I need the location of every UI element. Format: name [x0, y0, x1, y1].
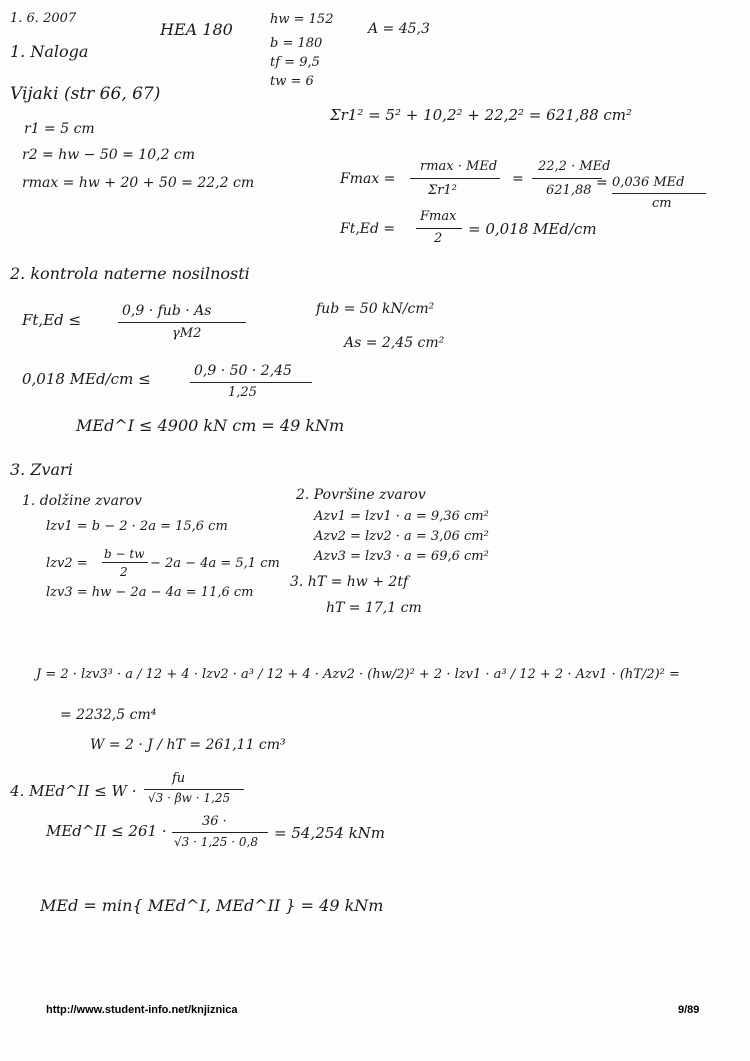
inertia-result: = 2232,5 cm⁴ — [60, 707, 157, 723]
weld-length-3: lzv3 = hw − 2a − 4a = 11,6 cm — [46, 585, 254, 600]
vijaki-label: Vijaki (str 66, 67) — [10, 84, 161, 104]
check-numerator: 0,9 · 50 · 2,45 — [194, 363, 292, 379]
tw-value: tw = 6 — [270, 74, 314, 89]
fub-value: fub = 50 kN/cm² — [316, 301, 435, 317]
fmax-denominator-1: Σr1² — [428, 183, 457, 198]
med-final: MEd = min{ MEd^I, MEd^II } = 49 kNm — [40, 896, 384, 915]
as-value: As = 2,45 cm² — [344, 335, 445, 351]
fmax-numerator-2: 22,2 · MEd — [538, 159, 611, 174]
weld-areas-heading: 2. Površine zvarov — [296, 487, 426, 503]
ft-fraction-line — [416, 228, 462, 229]
weld-length-2-denominator: 2 — [120, 565, 128, 579]
med-2-result: = 54,254 kNm — [274, 824, 386, 842]
tf-value: tf = 9,5 — [270, 55, 320, 70]
weld-length-2-lhs: lzv2 = — [46, 556, 88, 571]
med-2-denominator: √3 · βw · 1,25 — [148, 791, 231, 805]
footer-link[interactable]: http://www.student-info.net/knjiznica — [46, 1004, 238, 1016]
fmax-result-numerator: 0,036 MEd — [612, 175, 685, 190]
weld-area-3: Azv3 = lzv3 · a = 69,6 cm² — [314, 549, 489, 564]
fmax-fraction-line-2 — [532, 178, 602, 179]
fmax-fraction-line-1 — [410, 178, 500, 179]
sum-r-squared: Σr1² = 5² + 10,2² + 22,2² = 621,88 cm² — [330, 106, 633, 124]
section-1-heading: 1. Naloga — [10, 42, 89, 61]
weld-lengths-heading: 1. dolžine zvarov — [22, 493, 142, 509]
ft-lhs: Ft,Ed = — [340, 221, 396, 237]
ht-heading: 3. hT = hw + 2tf — [290, 574, 409, 590]
fmax-equals-2: = — [596, 175, 608, 191]
ft-ed-fraction-line — [118, 322, 246, 323]
r2-value: r2 = hw − 50 = 10,2 cm — [22, 147, 196, 163]
fmax-denominator-2: 621,88 — [546, 183, 592, 198]
check-denominator: 1,25 — [228, 385, 257, 400]
date: 1. 6. 2007 — [10, 11, 77, 26]
ft-ed-numerator: 0,9 · fub · As — [122, 303, 212, 319]
ft-numerator: Fmax — [420, 209, 457, 224]
weld-length-2-fraction-line — [102, 562, 148, 563]
section-modulus: W = 2 · J / hT = 261,11 cm³ — [90, 737, 286, 753]
check-fraction-line — [190, 382, 312, 383]
med-2-inequality-lhs: 4. MEd^II ≤ W · — [10, 782, 137, 800]
weld-length-2-rest: − 2a − 4a = 5,1 cm — [150, 556, 280, 571]
weld-length-2-numerator: b − tw — [104, 547, 145, 561]
weld-area-1: Azv1 = lzv1 · a = 9,36 cm² — [314, 509, 489, 524]
page-number: 9/89 — [678, 1004, 700, 1016]
weld-length-1: lzv1 = b − 2 · 2a = 15,6 cm — [46, 519, 228, 534]
r1-value: r1 = 5 cm — [24, 121, 95, 137]
med-1-result: MEd^I ≤ 4900 kN cm = 49 kNm — [76, 416, 345, 435]
med-2-numerator: fu — [172, 771, 186, 786]
med-2-fraction-line — [144, 789, 244, 790]
ft-ed-denominator: γM2 — [172, 326, 202, 341]
ft-denominator: 2 — [434, 231, 443, 246]
med-2-value-fraction-line — [172, 832, 268, 833]
ht-value: hT = 17,1 cm — [326, 600, 422, 616]
weld-area-2: Azv2 = lzv2 · a = 3,06 cm² — [314, 529, 489, 544]
fmax-equals: = — [512, 171, 524, 187]
rmax-value: rmax = hw + 20 + 50 = 22,2 cm — [22, 175, 255, 191]
fmax-result-denominator: cm — [652, 196, 672, 211]
fmax-result-line — [612, 193, 706, 194]
med-2-value-denominator: √3 · 1,25 · 0,8 — [174, 835, 258, 849]
inertia-expression: J = 2 · lzv3³ · a / 12 + 4 · lzv2 · a³ / 12 + 4 · Azv2 · (hw/2)² + 2 · lzv1 · a³ / 12 + 2 · Azv1 · (hT/2)² = — [36, 667, 680, 682]
fmax-lhs: Fmax = — [340, 171, 396, 187]
b-value: b = 180 — [270, 36, 323, 51]
med-2-value-lhs: MEd^II ≤ 261 · — [46, 822, 167, 840]
fmax-numerator-1: rmax · MEd — [420, 159, 498, 174]
section-2-heading: 2. kontrola naterne nosilnosti — [10, 264, 250, 283]
check-lhs: 0,018 MEd/cm ≤ — [22, 370, 151, 388]
med-2-value-numerator: 36 · — [202, 814, 227, 829]
hw-value: hw = 152 — [270, 12, 334, 27]
section-3-heading: 3. Zvari — [10, 460, 73, 479]
ft-ed-inequality-lhs: Ft,Ed ≤ — [22, 311, 82, 329]
profile-label: HEA 180 — [160, 20, 233, 39]
ft-result: = 0,018 MEd/cm — [468, 220, 597, 238]
area-value: A = 45,3 — [368, 21, 430, 37]
